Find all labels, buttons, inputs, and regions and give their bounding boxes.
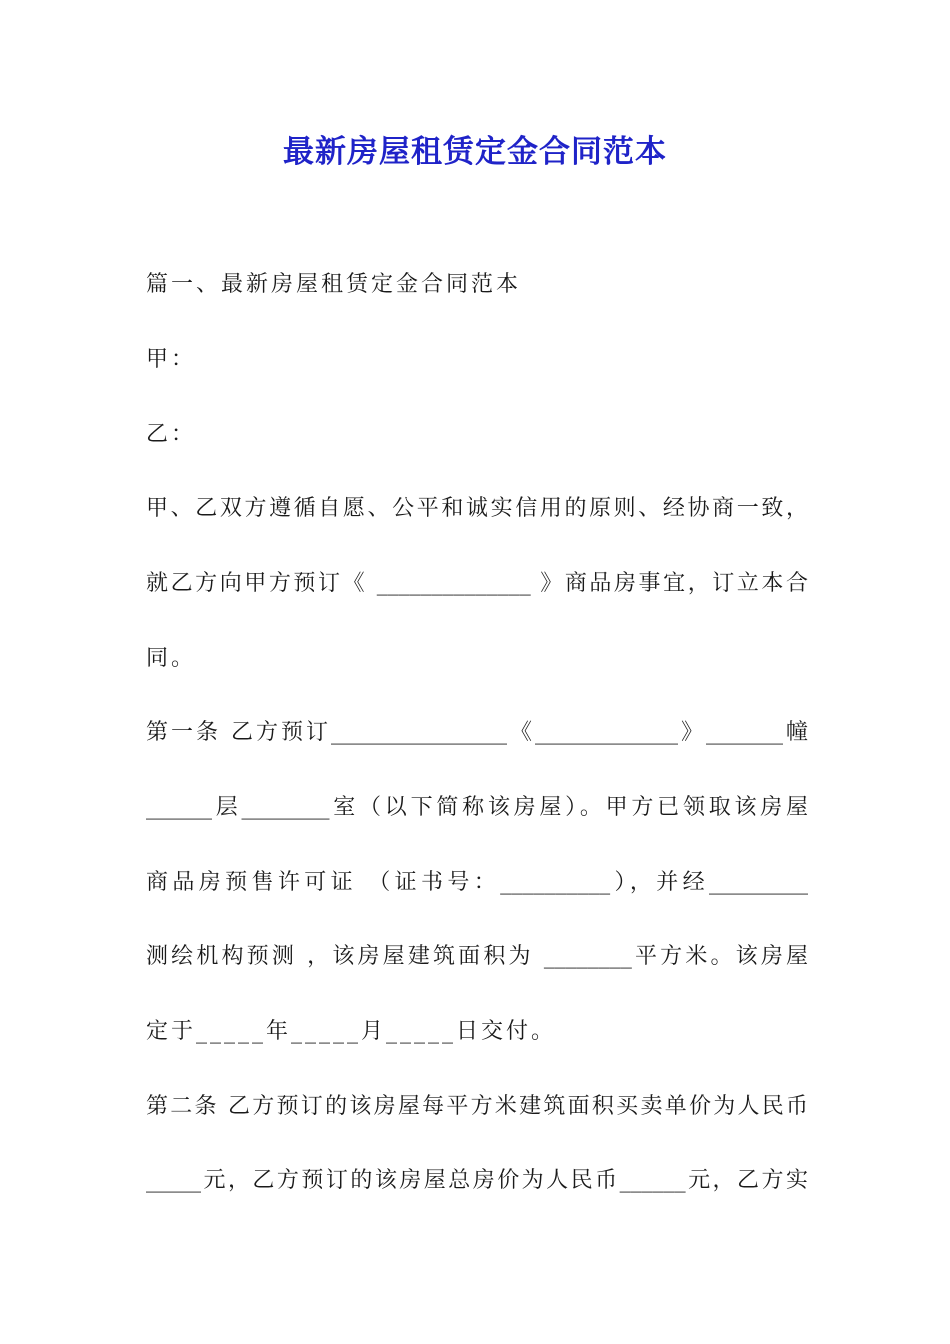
- party-a-line: 甲：: [146, 347, 197, 372]
- paragraph-line: _____元，乙方预订的该房屋总房价为人民币______元，乙方实: [146, 1168, 808, 1193]
- paragraph-line: 同。: [146, 646, 197, 671]
- paragraph-line: 就乙方向甲方预订《 ______________ 》商品房事宜，订立本合: [146, 571, 808, 596]
- paragraph-line: 甲、乙双方遵循自愿、公平和诚实信用的原则、经协商一致，: [146, 496, 808, 521]
- article-two-line: 第二条 乙方预订的该房屋每平方米建筑面积买卖单价为人民币: [146, 1094, 808, 1119]
- document-title: 最新房屋租赁定金合同范本: [283, 134, 667, 170]
- party-b-line: 乙：: [146, 422, 197, 447]
- section-heading: 篇一、最新房屋租赁定金合同范本: [146, 272, 522, 297]
- paragraph-line: 测绘机构预测 ，该房屋建筑面积为 ________平方米。该房屋: [146, 944, 808, 969]
- paragraph-line: ______层________室（以下简称该房屋）。甲方已领取该房屋: [146, 795, 808, 820]
- paragraph-line: 商品房预售许可证 （证书号：__________），并经_________: [146, 870, 808, 895]
- article-one-line: 第一条 乙方预订________________《_____________》_______幢: [146, 720, 808, 745]
- paragraph-line: 定于_____年_____月_____日交付。: [146, 1019, 557, 1044]
